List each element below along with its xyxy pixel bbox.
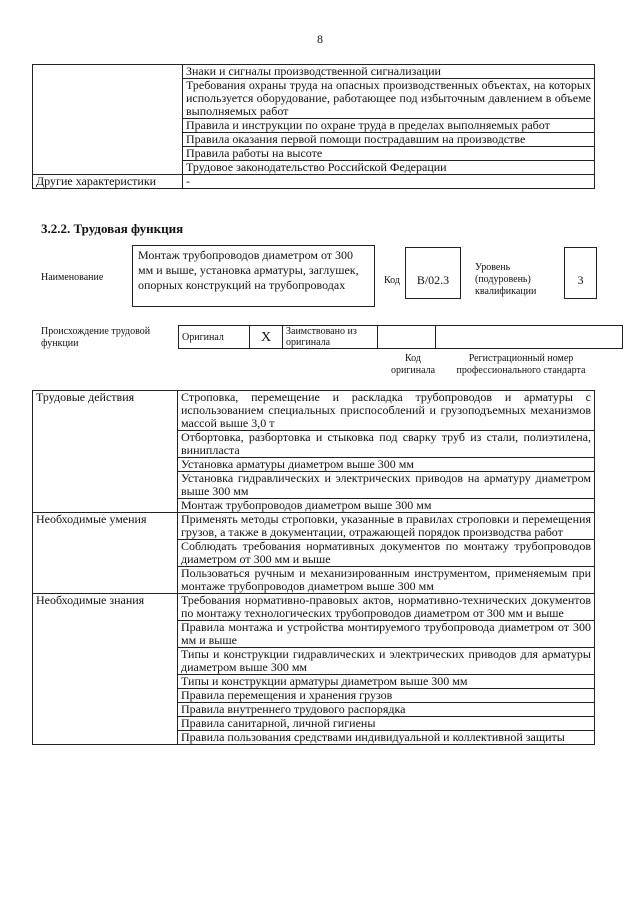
original-code-cell — [378, 326, 436, 349]
reg-caption: Регистрационный номер профессионального стандарта — [456, 353, 586, 376]
knowledge-item: Правила оказания первой помощи пострадавшим на производстве — [183, 133, 595, 147]
code-caption: Код оригинала — [390, 353, 436, 376]
knowledge-item: Правила и инструкции по охране труда в пределах выполняемых работ — [183, 119, 595, 133]
top-knowledge-table — [32, 64, 595, 189]
section-title: 3.2.2. Трудовая функция — [41, 221, 184, 236]
required-knowledge-label: Необходимые знания — [33, 594, 178, 745]
knowledge-item: Требования охраны труда на опасных производственных объектах, на которых используется оборудование, работающее под избыточным давлением в объеме выполняемых работ — [183, 79, 595, 119]
skill-item: Пользоваться ручным и механизированным инструментом, применяемым при монтаже трубопроводов диаметром выше 300 мм — [178, 567, 595, 594]
knowledge-item: Требования нормативно-правовых актов, нормативно-технических документов по монтажу технологических трубопроводов диаметром от 300 мм и выше — [178, 594, 595, 621]
knowledge-item: Типы и конструкции гидравлических и электрических приводов для арматуры диаметром выше 300 мм — [178, 648, 595, 675]
knowledge-item: Правила перемещения и хранения грузов — [178, 689, 595, 703]
code-label: Код — [384, 275, 400, 286]
origin-table — [178, 325, 623, 349]
required-skills-label: Необходимые умения — [33, 513, 178, 594]
skill-item: Соблюдать требования нормативных документов по монтажу трубопроводов диаметром от 300 мм и выше — [178, 540, 595, 567]
knowledge-item: Знаки и сигналы производственной сигнализации — [183, 65, 595, 79]
labor-action-item: Установка арматуры диаметром выше 300 мм — [178, 458, 595, 472]
knowledge-item: Правила санитарной, личной гигиены — [178, 717, 595, 731]
page-number: 8 — [317, 32, 323, 46]
origin-label: Происхождение трудовой функции — [41, 326, 151, 349]
empty-label-cell — [33, 65, 183, 175]
level-value-box: 3 — [564, 247, 597, 299]
reg-number-cell — [436, 326, 623, 349]
name-label: Наименование — [41, 272, 104, 283]
original-mark: X — [250, 326, 283, 349]
skill-item: Применять методы строповки, указанные в правилах строповки и перемещения грузов, а также в документации, отражающей порядок производства работ — [178, 513, 595, 540]
labor-actions-label: Трудовые действия — [33, 391, 178, 513]
function-details-table — [32, 390, 595, 745]
labor-action-item: Отбортовка, разбортовка и стыковка под сварку труб из стали, полиэтилена, винипласта — [178, 431, 595, 458]
knowledge-item: Трудовое законодательство Российской Федерации — [183, 161, 595, 175]
knowledge-item: Правила пользования средствами индивидуальной и коллективной защиты — [178, 731, 595, 745]
other-characteristics-value: - — [183, 175, 595, 189]
labor-action-item: Строповка, перемещение и раскладка трубопроводов и арматуры с использованием специальных приспособлений и грузоподъемных механизмов массой выше 3,0 т — [178, 391, 595, 431]
knowledge-item: Правила внутреннего трудового распорядка — [178, 703, 595, 717]
borrowed-label: Заимствовано из оригинала — [283, 326, 378, 349]
labor-action-item: Установка гидравлических и электрических приводов на арматуру диаметром выше 300 мм — [178, 472, 595, 499]
original-label: Оригинал — [179, 326, 250, 349]
knowledge-item: Правила работы на высоте — [183, 147, 595, 161]
level-label: Уровень (подуровень) квалификации — [475, 262, 537, 297]
knowledge-item: Типы и конструкции арматуры диаметром выше 300 мм — [178, 675, 595, 689]
knowledge-item: Правила монтажа и устройства монтируемого трубопровода диаметром от 300 мм и выше — [178, 621, 595, 648]
function-name-box: Монтаж трубопроводов диаметром от 300 мм и выше, установка арматуры, заглушек, опорных конструкций на трубопроводах — [132, 245, 375, 307]
other-characteristics-label: Другие характеристики — [33, 175, 183, 189]
labor-action-item: Монтаж трубопроводов диаметром выше 300 мм — [178, 499, 595, 513]
code-value-box: В/02.3 — [405, 247, 461, 299]
